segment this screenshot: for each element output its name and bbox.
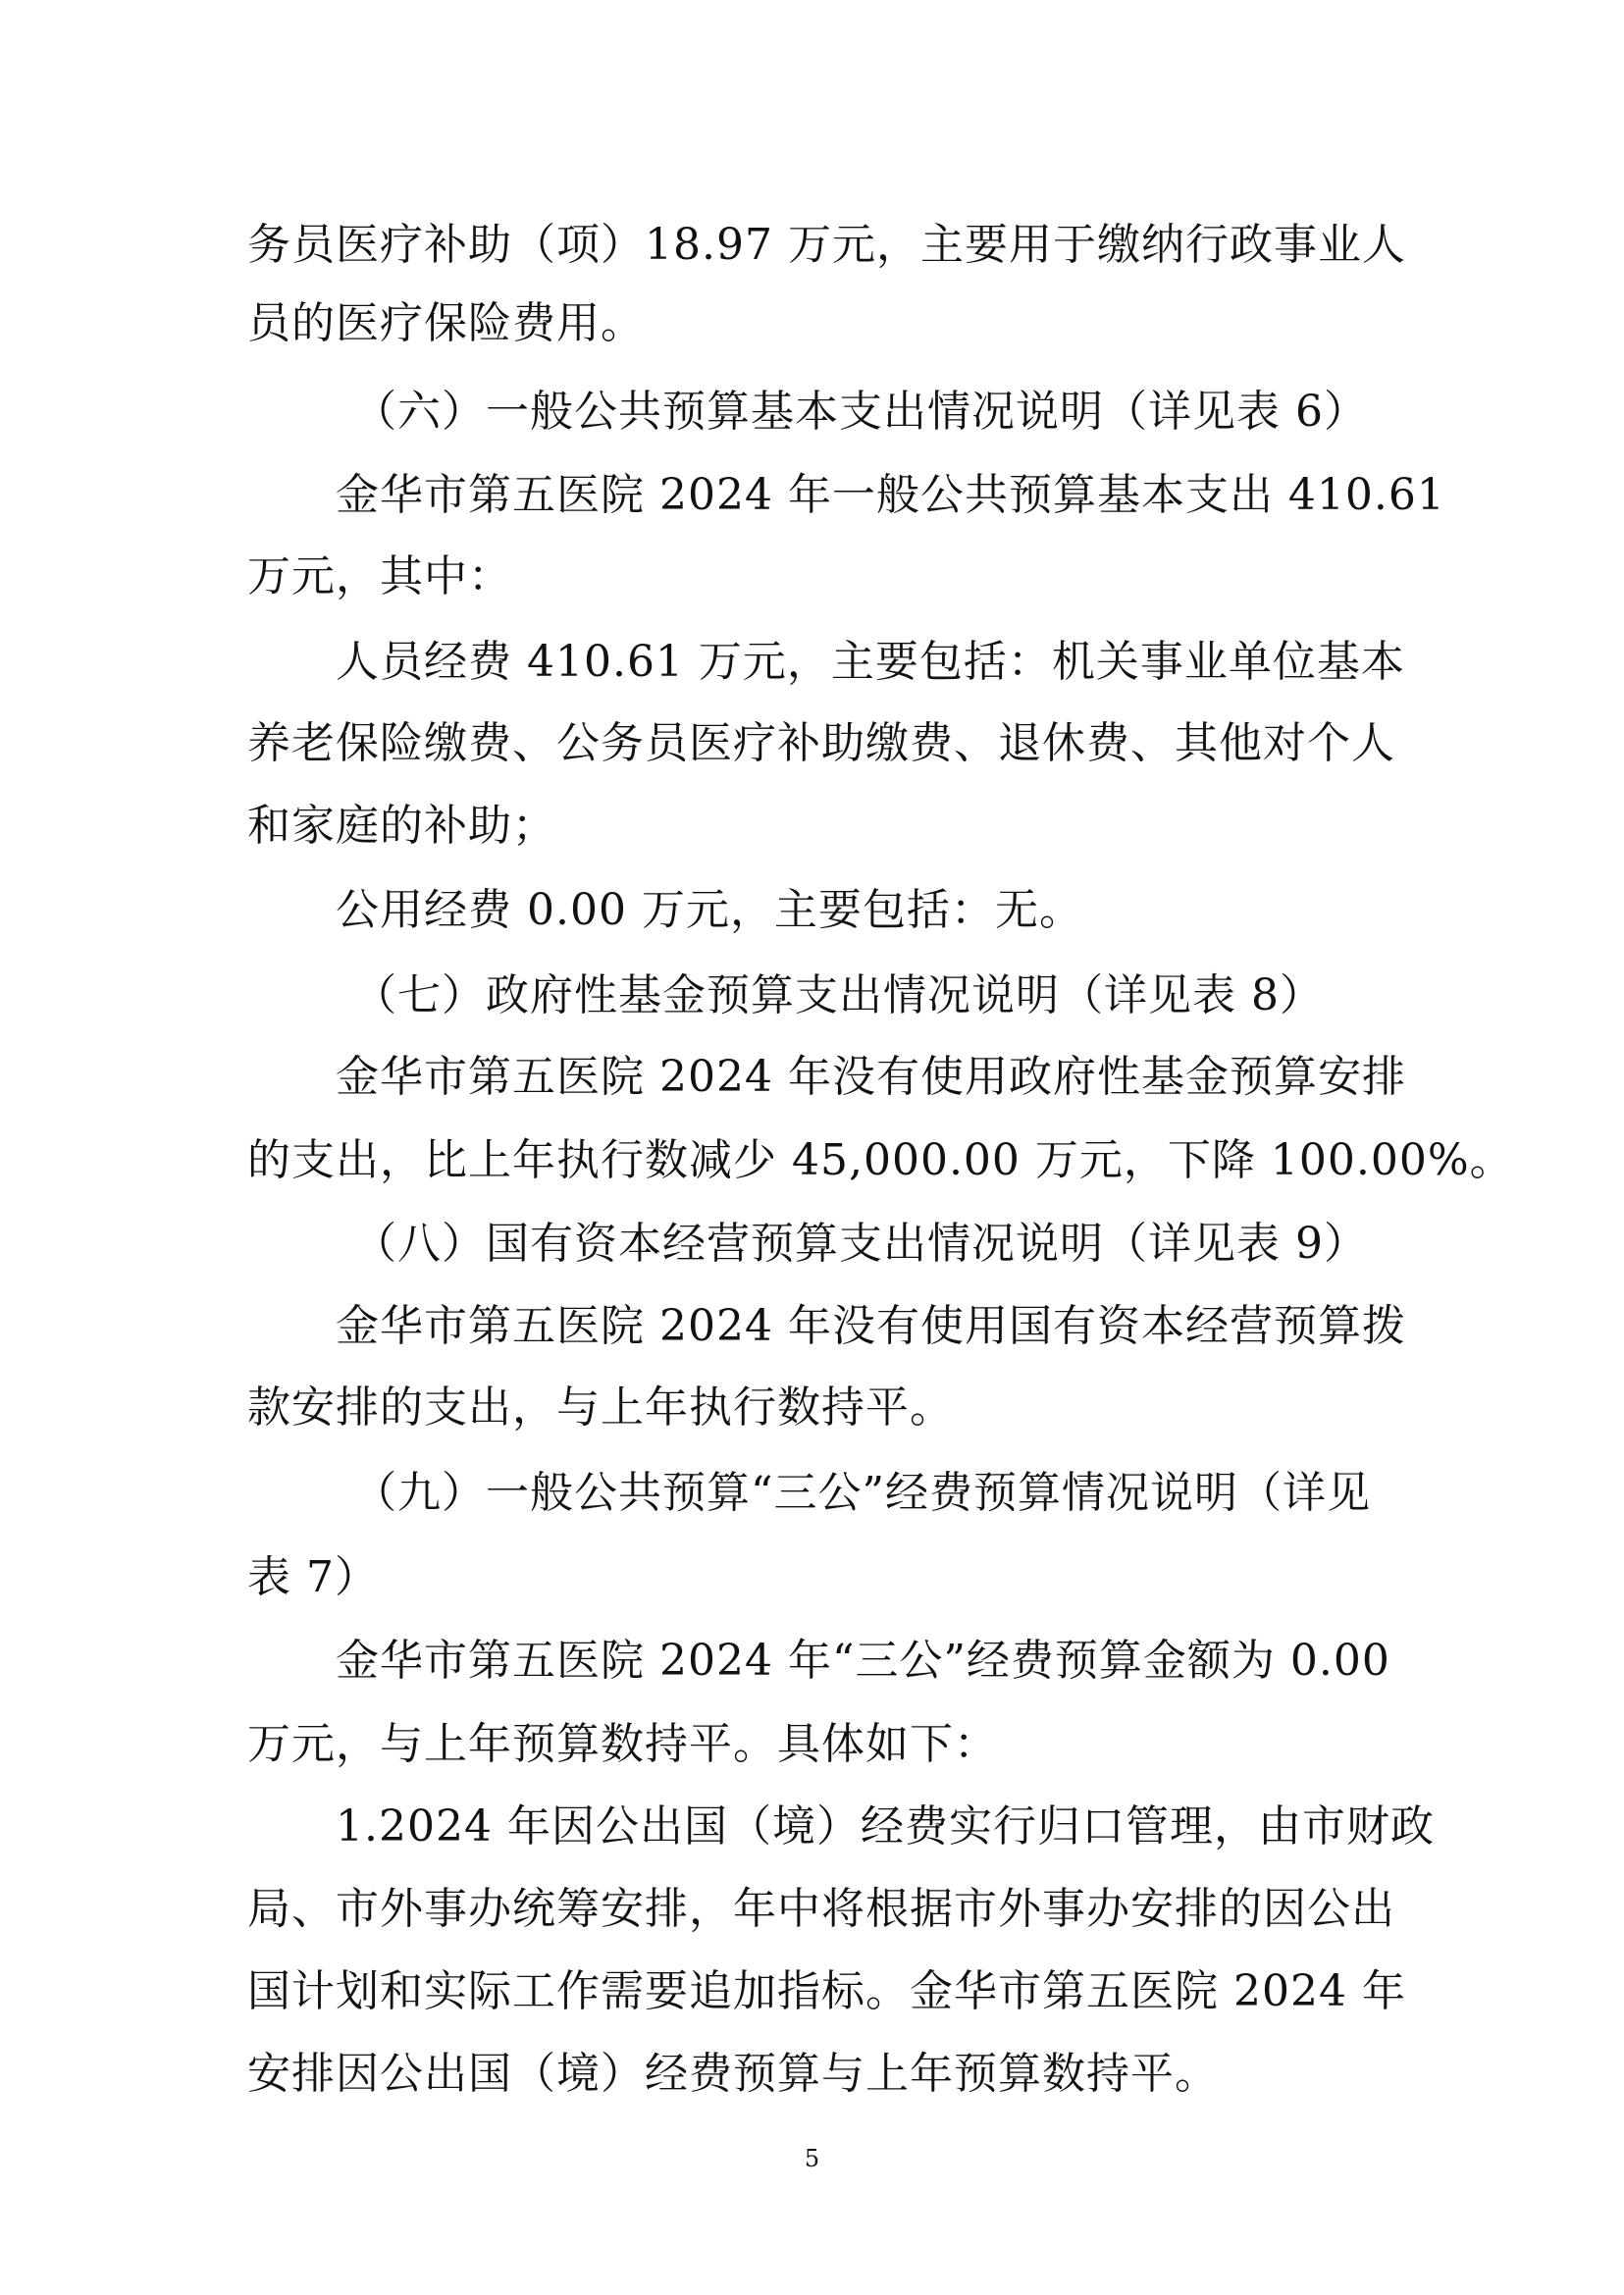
section-heading-7: （七）政府性基金预算支出情况说明（详见表 8） <box>353 970 1324 1020</box>
body-text-line: 的支出，比上年执行数减少 45,000.00 万元，下降 100.00%。 <box>247 1135 1514 1185</box>
body-text-line: 金华市第五医院 2024 年没有使用国有资本经营预算拨 <box>336 1301 1406 1351</box>
body-text-line: 务员医疗补助（项）18.97 万元，主要用于缴纳行政事业人 <box>247 220 1406 270</box>
body-text-line: 公用经费 0.00 万元，主要包括：无。 <box>336 885 1083 935</box>
body-text-line: 金华市第五医院 2024 年“三公”经费预算金额为 0.00 <box>336 1636 1390 1686</box>
body-text-line: 金华市第五医院 2024 年没有使用政府性基金预算安排 <box>336 1052 1406 1102</box>
body-text-line: 和家庭的补助； <box>247 801 556 851</box>
body-text-line: 人员经费 410.61 万元，主要包括：机关事业单位基本 <box>336 637 1405 687</box>
page-number: 5 <box>804 2145 820 2172</box>
section-heading-6: （六）一般公共预算基本支出情况说明（详见表 6） <box>353 387 1368 437</box>
body-text-line: 万元，其中： <box>247 551 512 601</box>
body-text-line: 款安排的支出，与上年执行数持平。 <box>247 1382 954 1433</box>
body-text-line: 员的医疗保险费用。 <box>247 298 645 348</box>
body-text-line: 国计划和实际工作需要追加指标。金华市第五医院 2024 年 <box>247 1966 1406 2016</box>
section-heading-9: （九）一般公共预算“三公”经费预算情况说明（详见 <box>353 1468 1371 1518</box>
section-heading-9-continued: 表 7） <box>247 1552 379 1602</box>
body-text-line: 万元，与上年预算数持平。具体如下： <box>247 1719 998 1769</box>
body-text-line: 安排因公出国（境）经费预算与上年预算数持平。 <box>247 2049 1219 2099</box>
body-text-line: 1.2024 年因公出国（境）经费实行归口管理，由市财政 <box>336 1801 1435 1852</box>
body-text-line: 养老保险缴费、公务员医疗补助缴费、退休费、其他对个人 <box>247 718 1395 768</box>
body-text-line: 金华市第五医院 2024 年一般公共预算基本支出 410.61 <box>336 470 1445 520</box>
section-heading-8: （八）国有资本经营预算支出情况说明（详见表 9） <box>353 1219 1368 1269</box>
body-text-line: 局、市外事办统筹安排，年中将根据市外事办安排的因公出 <box>247 1884 1395 1934</box>
